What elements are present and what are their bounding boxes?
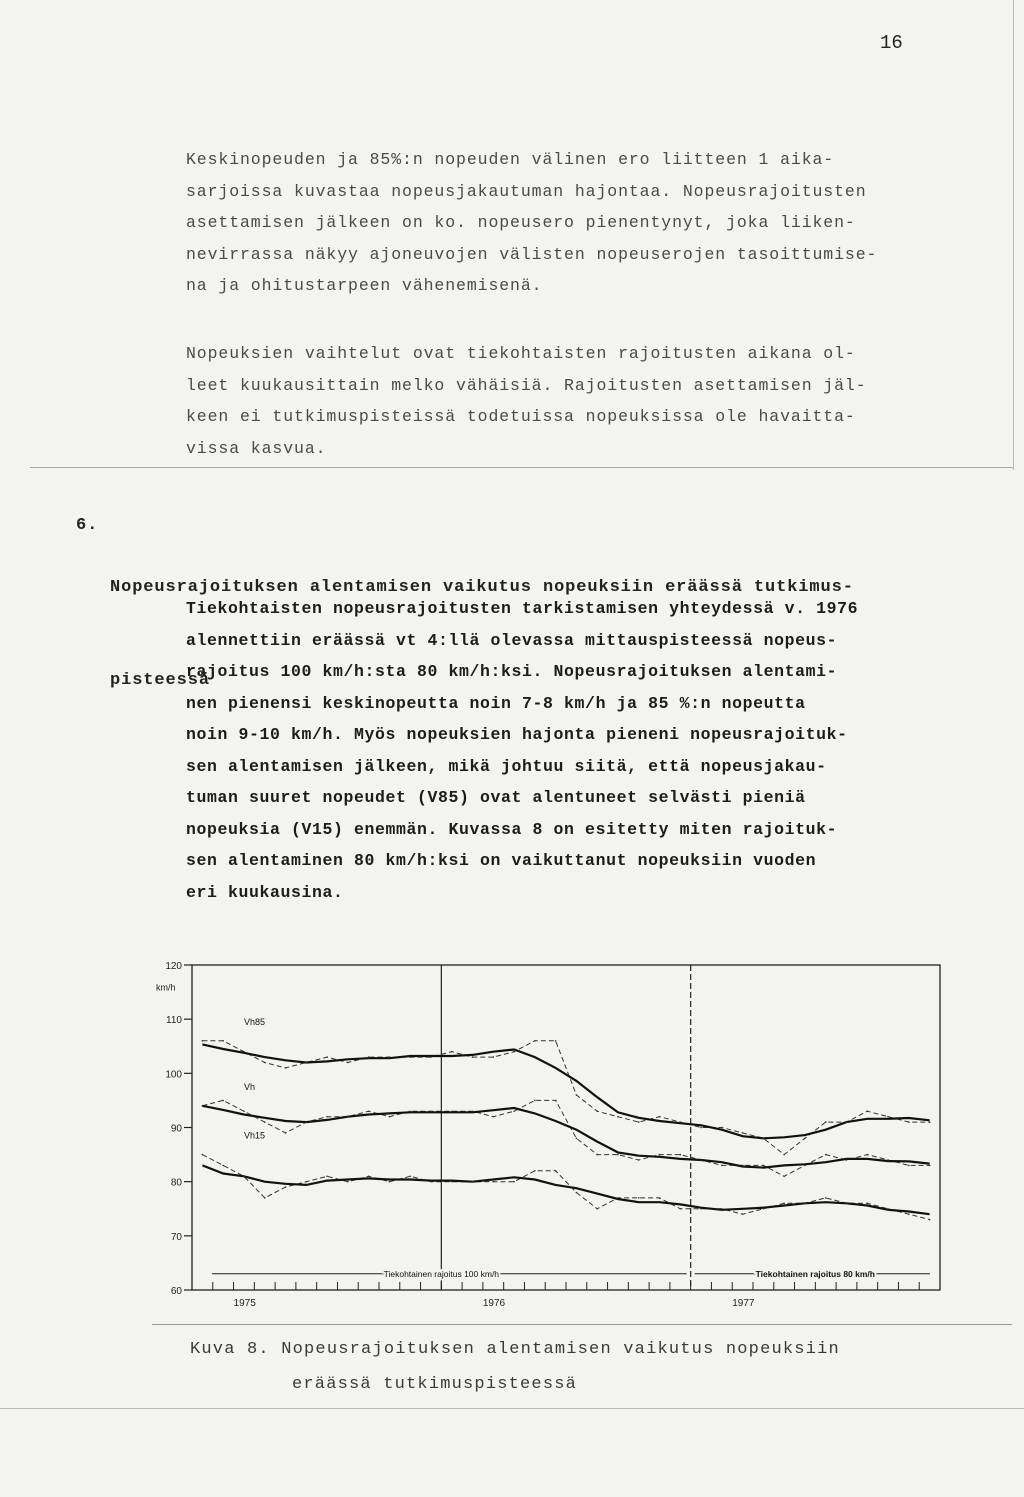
data-point bbox=[929, 1219, 931, 1221]
data-point bbox=[617, 1116, 619, 1118]
data-point bbox=[368, 1056, 370, 1058]
data-point bbox=[513, 1051, 515, 1053]
data-point bbox=[929, 1165, 931, 1167]
data-point bbox=[929, 1121, 931, 1123]
data-point bbox=[326, 1116, 328, 1118]
y-tick-label: 90 bbox=[170, 1123, 182, 1135]
figure-caption-continued: eräässä tutkimuspisteessä bbox=[292, 1375, 578, 1394]
data-point bbox=[202, 1040, 204, 1042]
data-point bbox=[326, 1175, 328, 1177]
paragraph-line: sen alentamisen jälkeen, mikä johtuu siitä, että nopeusjakau- bbox=[186, 756, 827, 776]
caption-divider bbox=[152, 1324, 1012, 1325]
figure-caption: Kuva 8. Nopeusrajoituksen alentamisen vaikutus nopeuksiin bbox=[190, 1340, 840, 1359]
x-year-label: 1975 bbox=[233, 1298, 256, 1309]
paragraph-line: keen ei tutkimuspisteissä todetuissa nopeuksissa ole havaitta- bbox=[186, 407, 856, 426]
data-point bbox=[659, 1116, 661, 1118]
data-point bbox=[908, 1213, 910, 1215]
data-point bbox=[430, 1056, 432, 1058]
paragraph-line: Nopeuksien vaihtelut ovat tiekohtaisten rajoitusten aikana ol- bbox=[186, 344, 856, 363]
data-point bbox=[866, 1110, 868, 1112]
y-tick-label: 110 bbox=[166, 1015, 182, 1027]
data-point bbox=[742, 1165, 744, 1167]
data-point bbox=[555, 1040, 557, 1042]
data-point bbox=[700, 1208, 702, 1210]
data-point bbox=[887, 1116, 889, 1118]
series-label: Vh15 bbox=[243, 1130, 265, 1141]
data-point bbox=[700, 1127, 702, 1129]
data-point bbox=[389, 1056, 391, 1058]
data-point bbox=[264, 1062, 266, 1064]
series-line-trend bbox=[202, 1106, 929, 1168]
x-year-label: 1976 bbox=[482, 1298, 506, 1309]
data-point bbox=[866, 1154, 868, 1156]
paragraph-line: nen pienensi keskinopeutta noin 7-8 km/h ja 85 %:n nopeutta bbox=[186, 693, 806, 713]
data-point bbox=[492, 1181, 494, 1183]
data-point bbox=[596, 1110, 598, 1112]
data-point bbox=[783, 1154, 785, 1156]
paragraph-line: sarjoissa kuvastaa nopeusjakautuman hajontaa. Nopeusrajoitusten bbox=[186, 181, 867, 201]
data-point bbox=[555, 1100, 557, 1102]
data-point bbox=[305, 1121, 307, 1123]
data-point bbox=[617, 1154, 619, 1156]
data-point bbox=[202, 1105, 204, 1107]
limit-80-annotation: Tiekohtainen rajoitus 80 km/h bbox=[755, 1268, 876, 1279]
series-line-trend bbox=[202, 1165, 929, 1214]
data-point bbox=[202, 1154, 204, 1156]
data-point bbox=[679, 1208, 681, 1210]
data-point bbox=[659, 1154, 661, 1156]
paragraph-line: tuman suuret nopeudet (V85) ovat alentuneet selvästi pieniä bbox=[186, 788, 806, 807]
data-point bbox=[513, 1181, 515, 1183]
data-point bbox=[326, 1056, 328, 1058]
data-point bbox=[534, 1040, 536, 1042]
limit-100-annotation: Tiekohtainen rajoitus 100 km/h bbox=[383, 1268, 500, 1279]
data-point bbox=[721, 1165, 723, 1167]
data-point bbox=[285, 1067, 287, 1069]
data-point bbox=[576, 1192, 578, 1194]
data-point bbox=[700, 1159, 702, 1161]
data-point bbox=[243, 1175, 245, 1177]
data-point bbox=[555, 1170, 557, 1172]
data-point bbox=[368, 1175, 370, 1177]
paragraph-line: Keskinopeuden ja 85%:n nopeuden välinen ero liitteen 1 aika- bbox=[186, 150, 835, 169]
x-year-label: 1977 bbox=[732, 1298, 755, 1309]
paragraph-line: noin 9-10 km/h. Myös nopeuksien hajonta pieneni nopeusrajoituk- bbox=[186, 725, 848, 744]
data-point bbox=[368, 1110, 370, 1112]
plot-frame bbox=[192, 965, 940, 1290]
section-divider bbox=[30, 467, 1014, 468]
data-point bbox=[243, 1051, 245, 1053]
data-point bbox=[763, 1165, 765, 1167]
data-point bbox=[887, 1159, 889, 1161]
data-point bbox=[451, 1110, 453, 1112]
paragraph-line: alennettiin eräässä vt 4:llä olevassa mittauspisteessä nopeus- bbox=[186, 630, 838, 650]
data-point bbox=[638, 1159, 640, 1161]
data-point bbox=[617, 1197, 619, 1199]
data-point bbox=[492, 1056, 494, 1058]
data-point bbox=[285, 1132, 287, 1134]
paragraph-line: nevirrassa näkyy ajoneuvojen välisten nopeuserojen tasoittumise- bbox=[186, 244, 878, 264]
data-point bbox=[305, 1062, 307, 1064]
data-point bbox=[285, 1186, 287, 1188]
margin-line bbox=[1013, 0, 1014, 470]
data-point bbox=[576, 1138, 578, 1140]
data-point bbox=[742, 1213, 744, 1215]
data-point bbox=[576, 1094, 578, 1096]
data-point bbox=[908, 1121, 910, 1123]
data-point bbox=[804, 1203, 806, 1205]
paragraph-line: leet kuukausittain melko vähäisiä. Rajoitusten asettamisen jäl- bbox=[186, 375, 867, 395]
data-point bbox=[347, 1116, 349, 1118]
data-point bbox=[679, 1121, 681, 1123]
data-point bbox=[305, 1181, 307, 1183]
data-point bbox=[804, 1138, 806, 1140]
data-point bbox=[534, 1100, 536, 1102]
y-tick-label: 120 bbox=[165, 961, 182, 972]
data-point bbox=[596, 1208, 598, 1210]
data-point bbox=[638, 1121, 640, 1123]
data-point bbox=[347, 1062, 349, 1064]
data-point bbox=[430, 1110, 432, 1112]
data-point bbox=[763, 1208, 765, 1210]
data-point bbox=[264, 1197, 266, 1199]
paragraph-line: asettamisen jälkeen on ko. nopeusero pienentynyt, joka liiken- bbox=[186, 213, 856, 232]
paragraph-speed-limit-reduction bbox=[186, 593, 1016, 908]
data-point bbox=[222, 1100, 224, 1102]
paragraph-speed-variation bbox=[186, 338, 1006, 464]
data-point bbox=[783, 1175, 785, 1177]
data-point bbox=[534, 1170, 536, 1172]
data-point bbox=[721, 1208, 723, 1210]
data-point bbox=[783, 1203, 785, 1205]
data-point bbox=[804, 1165, 806, 1167]
paragraph-line: rajoitus 100 km/h:sta 80 km/h:ksi. Nopeusrajoituksen alentami- bbox=[186, 662, 838, 681]
section-title-line: Nopeusrajoituksen alentamisen vaikutus nopeuksiin eräässä tutkimus- bbox=[110, 578, 854, 597]
data-point bbox=[825, 1197, 827, 1199]
data-point bbox=[409, 1056, 411, 1058]
data-point bbox=[472, 1056, 474, 1058]
data-point bbox=[846, 1159, 848, 1161]
data-point bbox=[409, 1175, 411, 1177]
data-point bbox=[742, 1132, 744, 1134]
speed-chart bbox=[150, 955, 970, 1320]
data-point bbox=[908, 1165, 910, 1167]
series-line-raw bbox=[202, 1100, 929, 1176]
paragraph-speed-difference bbox=[186, 144, 1006, 302]
y-axis-label: km/h bbox=[156, 982, 176, 993]
data-point bbox=[222, 1165, 224, 1167]
data-point bbox=[389, 1181, 391, 1183]
section-title-line: pisteessä bbox=[110, 671, 210, 690]
paragraph-line: na ja ohitustarpeen vähenemisenä. bbox=[186, 276, 543, 295]
data-point bbox=[825, 1154, 827, 1156]
data-point bbox=[596, 1154, 598, 1156]
paragraph-line: nopeuksia (V15) enemmän. Kuvassa 8 on esitetty miten rajoituk- bbox=[186, 819, 838, 839]
paragraph-line: Tiekohtaisten nopeusrajoitusten tarkistamisen yhteydessä v. 1976 bbox=[186, 599, 859, 618]
data-point bbox=[430, 1181, 432, 1183]
data-point bbox=[222, 1040, 224, 1042]
series-line-raw bbox=[202, 1041, 929, 1155]
data-point bbox=[866, 1203, 868, 1205]
data-point bbox=[409, 1110, 411, 1112]
data-point bbox=[638, 1197, 640, 1199]
y-tick-label: 70 bbox=[170, 1231, 182, 1243]
data-point bbox=[763, 1138, 765, 1140]
series-label: Vh85 bbox=[243, 1016, 265, 1027]
data-point bbox=[721, 1127, 723, 1129]
data-point bbox=[492, 1116, 494, 1118]
data-point bbox=[846, 1203, 848, 1205]
section-number: 6. bbox=[76, 516, 99, 535]
paragraph-line: eri kuukausina. bbox=[186, 882, 344, 902]
data-point bbox=[825, 1121, 827, 1123]
data-point bbox=[659, 1197, 661, 1199]
data-point bbox=[347, 1181, 349, 1183]
series-label: Vh bbox=[243, 1081, 255, 1092]
y-tick-label: 60 bbox=[170, 1286, 182, 1297]
data-point bbox=[243, 1110, 245, 1112]
data-point bbox=[264, 1121, 266, 1123]
data-point bbox=[887, 1208, 889, 1210]
data-point bbox=[389, 1116, 391, 1118]
paragraph-line: sen alentaminen 80 km/h:ksi on vaikuttanut nopeuksiin vuoden bbox=[186, 851, 817, 870]
page-number: 16 bbox=[880, 32, 903, 54]
y-tick-label: 100 bbox=[165, 1069, 182, 1081]
paragraph-line: vissa kasvua. bbox=[186, 438, 327, 458]
data-point bbox=[451, 1051, 453, 1053]
data-point bbox=[846, 1121, 848, 1123]
data-point bbox=[513, 1110, 515, 1112]
data-point bbox=[472, 1181, 474, 1183]
bottom-rule bbox=[0, 1408, 1024, 1409]
y-tick-label: 80 bbox=[170, 1177, 182, 1189]
data-point bbox=[451, 1181, 453, 1183]
data-point bbox=[679, 1154, 681, 1156]
data-point bbox=[472, 1110, 474, 1112]
